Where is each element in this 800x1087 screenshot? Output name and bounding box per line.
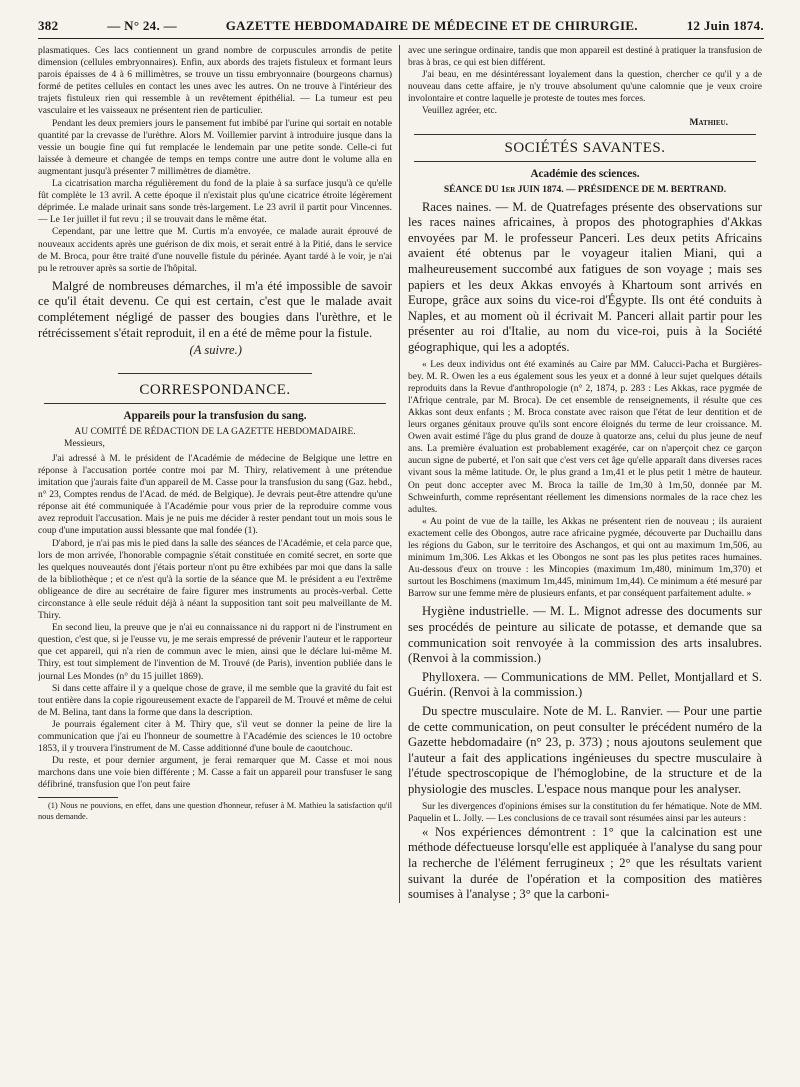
page-number: 382 <box>38 18 59 33</box>
section-title-correspondance: CORRESPONDANCE. <box>139 381 291 398</box>
right-column <box>399 45 762 903</box>
journal-title: GAZETTE HEBDOMADAIRE DE MÉDECINE ET DE CHIRURGIE. <box>225 18 638 33</box>
paragraph: plasmatiques. Ces lacs contiennent un grand nombre de corpuscules arrondis de petite dimension (cellules embryonnaires). Enfin, aux abords des trajets fistuleux et formant leurs parois épaisses de 4 à 6 millimètres, se trouve un tissu embryonnaire (bourgeons charnus) formé de petites cellules en contact les unes avec les autres. On ne trouve à l'intérieur des trajets fistuleux rien qui ressemble à un revêtement épithélial. — La tumeur est peu vasculaire et les vaisseaux ne présentent rien de particulier. <box>38 46 392 117</box>
addressee: AU COMITÉ DE RÉDACTION DE LA GAZETTE HEBDOMADAIRE. <box>74 426 356 437</box>
paragraph: J'ai beau, en me désintéressant loyalement dans la question, chercher ce qu'il y a de nouveau dans cette affaire, je n'y trouve absolument qu'une calomnie que je veux croire involontaire et contre laquelle je proteste de toutes mes forces. <box>408 70 762 105</box>
paragraph: Sur les divergences d'opinions émises sur la constitution du fer hématique. Note de MM. Paquelin et L. Jolly. — Les conclusions de ce travail sont résumées ainsi par les auteurs : <box>408 801 762 824</box>
paragraph: Cependant, par une lettre que M. Curtis m'a envoyée, ce malade aurait éprouvé de nouveaux accidents après une guérison de dix mois, et serait entré à la Pitié, dans le service de M. Broca, pour être traité d'une nouvelle fistule du périnée. Ayant tardé à le voir, je n'ai pu le retrouver après sa sortie de l'hôpital. <box>38 227 392 274</box>
paragraph-large: Races naines. — M. de Quatrefages présente des observations sur les races naines africaines, à propos des photographies d'Akkas envoyées par M. le professeur Panceri. Les deux petits Africains avaient été obtenus par le voyageur italien Miani, qui a malheureusement succombé aux fatigues de son voyage ; mais ses papiers et les deux Akkas envoyés à Khartoum sont arrivés en Europe, grâce aux soins du vice-roi d'Égypte. Ils ont été conduits à Naples, et au moment où il écrivait M. Panceri allait partir pour les présenter au roi d'Italie, au nom du vice-roi, puis à la Société géographique, qui les a adoptés. <box>408 199 762 354</box>
paragraph: Je pourrais également citer à M. Thiry que, s'il veut se donner la peine de lire la communication que j'ai eu l'honneur de soumettre à l'Académie des sciences le 10 octobre 1853, il y trouvera l'instrument de M. Casse additionné d'une boule de caoutchouc. <box>38 719 392 755</box>
issue-date: 12 Juin 1874. <box>686 18 764 33</box>
paragraph-large: Du spectre musculaire. Note de M. L. Ranvier. — Pour une partie de cette communication, on peut consulter le précédent numéro de la Gazette hebdomadaire (n° 23, p. 373) ; nous ajoutons seulement que l'auteur a fait des applications ingénieuses du spectre musculaire à l'étude spectroscopique de l'hémoglobine, de la structure et de la physiologie des muscles. L'espace nous manque pour les analyser. <box>408 704 762 796</box>
section-divider <box>414 134 756 135</box>
paragraph: Du reste, et pour dernier argument, je ferai remarquer que M. Casse et moi nous marchons dans une voie bien différente ; M. Casse a fait un appareil pour transfuser le sang défibriné, transfusion que l'on peut faire <box>38 756 392 791</box>
paragraph: Pendant les deux premiers jours le pansement fut imbibé par l'urine qui sortait en notable quantité par la crevasse de l'urèthre. Alors M. Voillemier parvint à introduire jusque dans la vessie un bougie fine qui fut remplacée le lendemain par une petite sonde. Celle-ci fut laissée à demeure et changée de temps en temps contre une autre dont le volume alla en augmentant jusqu'à présenter 7 millimètres de diamètre. <box>38 118 392 177</box>
paragraph-large: Hygiène industrielle. — M. L. Mignot adresse des documents sur ses procédés de peinture au silicate de potasse, et demande que sa communication soit renvoyée à la commission des arts insalubres. (Renvoi à la commission.) <box>408 604 762 666</box>
academy-title: Académie des sciences. <box>530 167 640 180</box>
paragraph: D'abord, je n'ai pas mis le pied dans la salle des séances de l'Académie, et cela parce que, lors de mon arrivée, l'honorable compagnie s'était constituée en comité secret, en sorte que les quelques nouveautés dont j'étais porteur n'ont pu être exhibées par moi que dans la salle de la bibliothèque ; et ce n'est qu'à la sortie de la séance que M. le président a eu l'extrême obligeance de dire au secrétaire de faire figurer mes instruments au procès-verbal. Cette circonstance à elle seule réduit déjà à néant la supposition tant soit peu malveillante de M. Thiry. <box>38 538 392 622</box>
closing: Veuillez agréer, etc. <box>422 106 498 117</box>
salutation: Messieurs, <box>64 438 105 449</box>
section-divider <box>118 373 312 374</box>
quote-paragraph: « Les deux individus ont été examinés au Caire par MM. Calucci-Pacha et Burgières-bey. M. R. Owen les a eus également sous les yeux et a donné à leur sujet quelques détails reproduits dans la Revue d'anthropologie (n° 2, 1874, p. 283 : Les Akkas, race pygmée de l'Afrique centrale, par M. Broca). De cet ensemble de renseignements, il résulte que ces Akkas sont deux enfants ; M. Broca constate avec raison que l'état de leur dentition et de leurs organes génitaux prouve qu'ils sont encore éloignés du terme de leur croissance. M. Owen avait estimé l'âge du plus grand de douze à quatorze ans, celui du plus jeune de neuf ans. La première évaluation est probablement exagérée, car on n'aperçoit chez ce garçon aucun signe de puberté, et l'on sait que c'est vers cet âge qu'elle apparaît dans diverses races vivant sous la même latitude. Or, le plus grand a 1m,41 et le plus petit 1 mètre de hauteur. On peut donc accepter avec M. Broca la taille de 1m,30 à 1m,50, donnée par M. Schweinfurth, comme représentant réellement les dimensions normales de la race chez les adultes. <box>408 359 762 515</box>
paragraph: avec une seringue ordinaire, tandis que mon appareil est destiné à pratiquer la transfusion de bras à bras, ce qui est bien différent. <box>408 46 762 69</box>
paragraph: J'ai adressé à M. le président de l'Académie de médecine de Belgique une lettre en réponse à l'accusation portée contre moi par M. Thiry, relativement à une prétendue imitation que j'aurais faite d'un appareil de M. Casse pour la transfusion du sang (Gaz. hebd., n° 23, Comptes rendus de l'Acad. de méd. de Belgique). Je devrais peut-être attendre qu'une réponse ait été communiquée à l'Académie pour vous prier de la reproduire comme vous avez reproduit l'accusation. Mais je ne puis me décider à rester pendant tout un mois sous le coup d'une imputation aussi blessante que mal fondée (1). <box>38 453 392 537</box>
paragraph: La cicatrisation marcha régulièrement du fond de la plaie à sa surface jusqu'à ce qu'elle fût complète le 13 avril. A cette époque il n'existait plus qu'une cicatrice étroite légèrement déprimée. Le malade urinait sans sonde très-largement. Le 23 avril il partit pour Vincennes. — Le 1er juillet il fut revu ; il se trouvait dans le même état. <box>38 179 392 226</box>
to-be-continued: (A suivre.) <box>189 343 242 358</box>
article-title: Appareils pour la transfusion du sang. <box>123 409 307 422</box>
issue-number: — N° 24. — <box>107 18 177 33</box>
signature: Mathieu. <box>689 117 728 128</box>
columns <box>38 45 764 903</box>
section-divider <box>414 161 756 162</box>
paragraph: Si dans cette affaire il y a quelque chose de grave, il me semble que la gravité du fait est tout entière dans la copie rigoureusement exacte de l'appareil de M. Trouvé et même de celui de M. Belina, tant dans la forme que dans la description. <box>38 683 392 718</box>
section-divider <box>44 403 386 404</box>
footnote: (1) Nous ne pouvions, en effet, dans une question d'honneur, refuser à M. Mathieu la satisfaction qu'il nous demande. <box>38 801 392 822</box>
paragraph: En second lieu, la preuve que je n'ai eu connaissance ni du rapport ni de l'instrument en question, c'est que, si je l'eusse vu, je me serais empressé de prévenir l'auteur et le rapporteur que cet appareil, qui n'a rien de commun avec le mien, ainsi que le déclare lui-même M. Thiry, est tout simplement de l'invention de M. Trouvé (de Paris), invention publiée dans le journal Les Mondes (n° du 15 juillet 1869). <box>38 623 392 682</box>
page-header <box>38 18 764 39</box>
session-line: SÉANCE DU 1er JUIN 1874. — PRÉSIDENCE DE M. BERTRAND. <box>443 184 727 195</box>
paragraph-large: « Nos expériences démontrent : 1° que la calcination est une méthode défectueuse lorsqu'elle est appliquée à l'analyse du sang pour la recherche de l'élément ferrugineux ; 2° que les résultats varient suivant la durée de l'opération et la composition des matières soumises à l'analyse ; 3° que la carboni- <box>408 824 762 902</box>
section-title-societes: SOCIÉTÉS SAVANTES. <box>504 139 666 156</box>
footnote-divider <box>38 797 118 798</box>
paragraph-large: Malgré de nombreuses démarches, il m'a été impossible de savoir ce qu'il était devenu. Ce qui est certain, c'est que le malade avait complétement négligé de passer des bougies dans l'urèthre, et le rétrécissement s'était reproduit, il en a été de même pour la fistule. <box>38 278 392 340</box>
paragraph-large: Phylloxera. — Communications de MM. Pellet, Montjallard et S. Guérin. (Renvoi à la commission.) <box>408 669 762 700</box>
quote-paragraph: « Au point de vue de la taille, les Akkas ne présentent rien de nouveau ; ils auraient exactement celle des Obongos, autre race africaine pygmée, découverte par Duchaillu dans les régions du Gabon, sur le territoire des Aschangos, et qui ont au maximum 1m,506, au minimum 1m,306. Les Akkas et les Obongos ne sont pas les plus petites races humaines. Au-dessous d'eux on trouve : les Mincopies (maximum 1m,480, minimum 1m,370) et surtout les Boschimens (maximum 1m,445, minimum 1m,44). Ce minimum a été mesuré par Barrow sur une femme mère de plusieurs enfants, et par conséquent parfaitement adulte. » <box>408 516 762 600</box>
left-column <box>38 45 399 903</box>
